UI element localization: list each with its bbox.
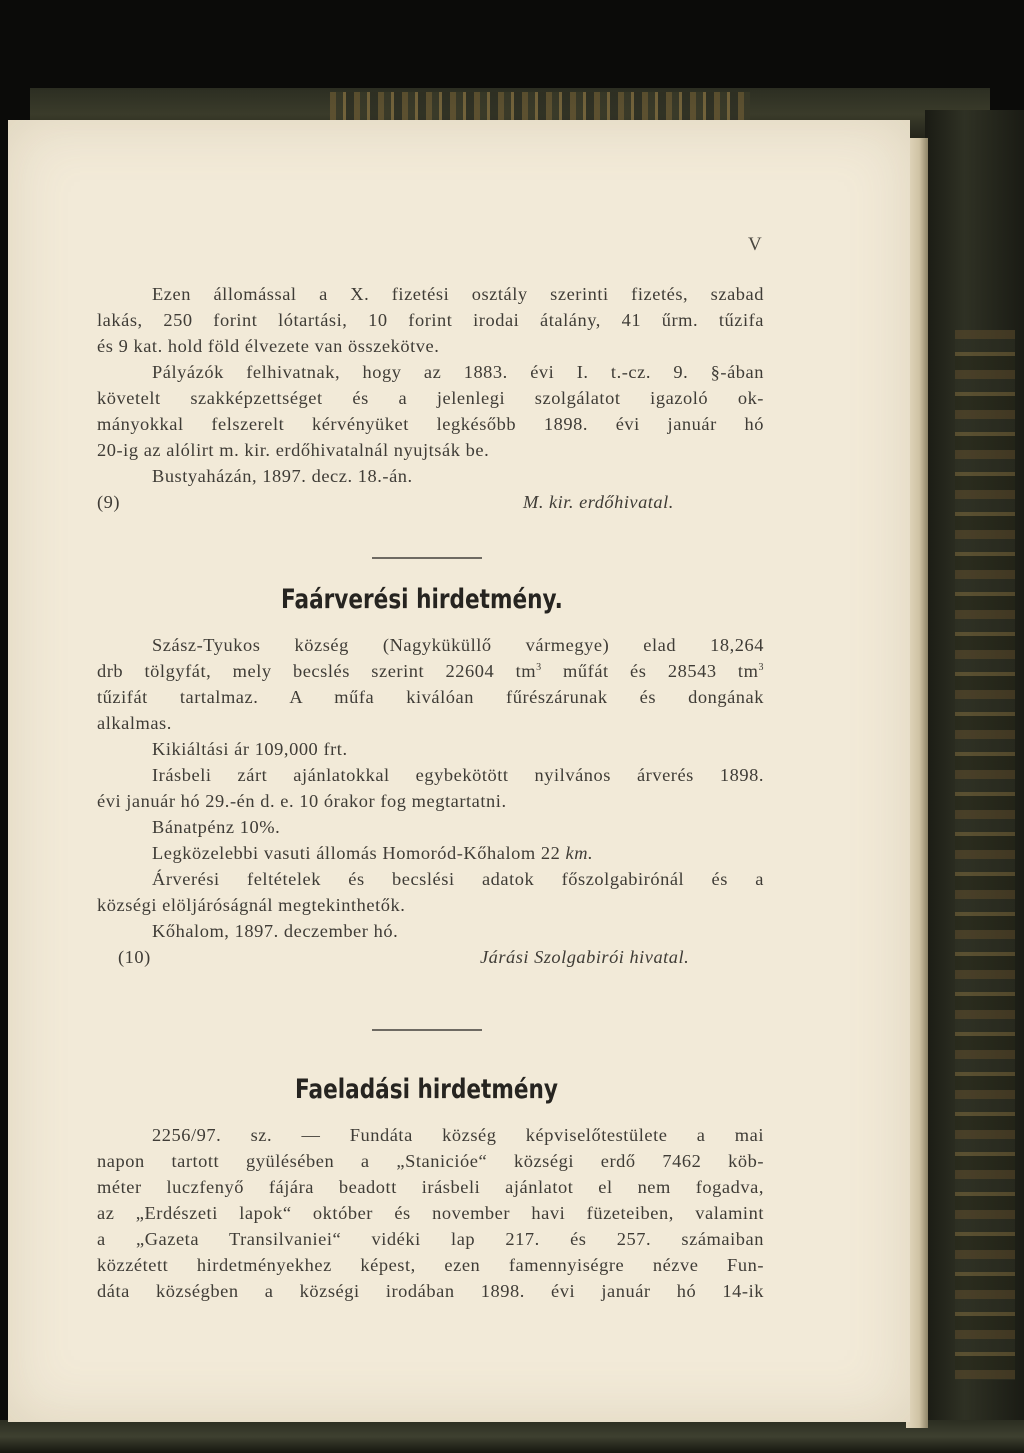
section2-line-4: alkalmas. — [97, 713, 172, 733]
section3-line-4: az „Erdészeti lapok“ október és november havi füzeteiben, valamint — [97, 1203, 764, 1223]
section2-line-7: évi január hó 29.-én d. e. 10 órakor fog megtartatni. — [97, 791, 507, 811]
worn-binding-edge — [955, 330, 1015, 1380]
section3-line-2: napon tartott gyülésében a „Stanicióe“ községi erdő 7462 köb- — [97, 1151, 764, 1171]
section2-line-9: Legközelebbi vasuti állomás Homoród-Kőhalom 22 km. — [152, 843, 594, 863]
section3-line-7: dáta községben a községi irodában 1898. évi január hó 14-ik — [97, 1281, 764, 1301]
book-binding-bottom — [0, 1420, 1024, 1453]
section3-line-3: méter luczfenyő fájára beadott irásbeli ajánlatot el nem fogadva, — [97, 1177, 764, 1197]
section1-line-7: 20-ig az alólirt m. kir. erdőhivatalnál nyujtsák be. — [97, 440, 490, 460]
section2-line-2: drb tölgyfát, mely becslés szerint 22604 $tm^3$ műfát és 28543 $tm^3$ — [97, 661, 764, 681]
section2-line-6: Irásbeli zárt ajánlatokkal egybekötött nyilvános árverés 1898. — [152, 765, 764, 785]
section2-line-1: Szász-Tyukos község (Nagyküküllő vármegye) elad 18,264 — [152, 635, 764, 655]
page-number: V — [748, 234, 762, 255]
section1-signature: M. kir. erdőhivatal. — [523, 492, 674, 512]
section2-line-10: Árverési feltételek és becslési adatok főszolgabirónál és a — [152, 869, 764, 889]
section2-line-11: községi elöljáróságnál megtekinthetők. — [97, 895, 406, 915]
section-divider — [372, 557, 482, 559]
section3-line-6: közzétett hirdetményekhez képest, ezen famennyiségre nézve Fun- — [97, 1255, 764, 1275]
section-divider — [372, 1029, 482, 1031]
km-unit: km. — [565, 843, 594, 863]
section2-line-5: Kikiáltási ár 109,000 frt. — [152, 739, 348, 759]
section1-line-6: mányokkal felszerelt kérvényüket legkésőbb 1898. évi január hó — [97, 414, 764, 434]
section3-title: Faeladási hirdetmény — [295, 1074, 558, 1105]
section2-title: Faárverési hirdetmény. — [281, 584, 563, 615]
page — [8, 120, 910, 1422]
section1-dateline: Bustyaházán, 1897. decz. 18.-án. — [152, 466, 413, 486]
section1-line-1: Ezen állomással a X. fizetési osztály szerinti fizetés, szabad — [152, 284, 764, 304]
section2-line-8: Bánatpénz 10%. — [152, 817, 281, 837]
section2-line-3: tűzifát tartalmaz. A műfa kiválóan fűrészárunak és dongának — [97, 687, 764, 707]
section1-line-2: lakás, 250 forint lótartási, 10 forint irodai átalány, 41 űrm. tűzifa — [97, 310, 764, 330]
section2-signature: Járási Szolgabirói hivatal. — [480, 947, 690, 967]
section1-line-5: követelt szakképzettséget és a jelenlegi szolgálatot igazoló ok- — [97, 388, 764, 408]
section1-number: (9) — [97, 492, 121, 512]
section1-line-4: Pályázók felhivatnak, hogy az 1883. évi I. t.-cz. 9. §-ában — [152, 362, 764, 382]
section1-line-3: és 9 kat. hold föld élvezete van összekötve. — [97, 336, 440, 356]
section3-line-1: 2256/97. sz. — Fundáta község képviselőtestülete a mai — [152, 1125, 764, 1145]
section3-line-5: a „Gazeta Transilvaniei“ vidéki lap 217. és 257. számaiban — [97, 1229, 764, 1249]
section2-dateline: Kőhalom, 1897. deczember hó. — [152, 921, 399, 941]
section2-number: (10) — [118, 947, 151, 967]
